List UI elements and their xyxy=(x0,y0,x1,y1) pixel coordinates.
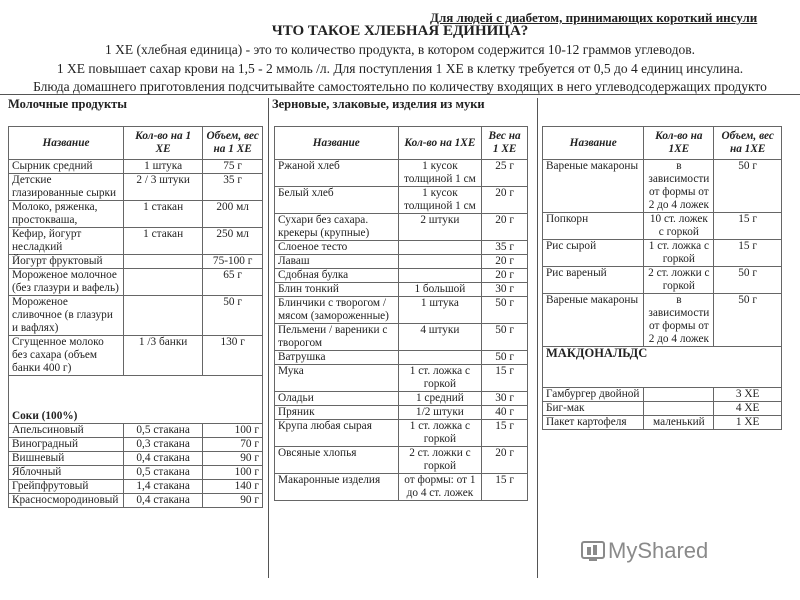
table-cell: Рис сырой xyxy=(543,240,644,267)
table-cell: 0,4 стакана xyxy=(123,452,202,466)
table-cell: Попкорн xyxy=(543,213,644,240)
table-cell: 15 г xyxy=(482,420,528,447)
column-header: Название xyxy=(9,127,124,160)
table-row xyxy=(9,269,263,296)
table-row xyxy=(543,402,782,416)
table-cell: 3 ХЕ xyxy=(714,388,782,402)
table-cell: Сгущенное молоко без сахара (объем банки 400 г) xyxy=(9,336,124,376)
table-row xyxy=(275,474,528,501)
column-divider xyxy=(268,98,269,578)
table-cell: 50 г xyxy=(203,296,263,336)
table-row xyxy=(275,324,528,351)
table-cell: Мороженое сливочное (в глазури и вафлях) xyxy=(9,296,124,336)
table-cell: 140 г xyxy=(203,480,263,494)
table-cell: Сырник средний xyxy=(9,160,124,174)
table-row xyxy=(9,438,263,452)
column-header: Кол-во на 1 ХЕ xyxy=(123,127,202,160)
myshared-logo-icon xyxy=(580,538,606,564)
table-row xyxy=(275,214,528,241)
table-row xyxy=(275,447,528,474)
table-cell: Детские глазированные сырки xyxy=(9,174,124,201)
table-cell: 200 мл xyxy=(203,201,263,228)
table-cell: 1 штука xyxy=(123,160,202,174)
table-cell: 35 г xyxy=(203,174,263,201)
table-cell: 10 ст. ложек с горкой xyxy=(644,213,714,240)
table-row xyxy=(9,466,263,480)
table-cell: 50 г xyxy=(714,294,782,347)
table-cell: 50 г xyxy=(714,267,782,294)
table-cell: Пряник xyxy=(275,406,399,420)
table-cell: Блинчики с творогом / мясом (замороженные) xyxy=(275,297,399,324)
table-cell: 20 г xyxy=(482,214,528,241)
table-cell: Мука xyxy=(275,365,399,392)
top-note: Для людей с диабетом, принимающих короткий инсули xyxy=(430,10,758,25)
table-cell: 0,4 стакана xyxy=(123,494,202,508)
table-cell: Белый хлеб xyxy=(275,187,399,214)
table-row xyxy=(9,255,263,269)
header-divider xyxy=(0,94,800,95)
table-cell: 2 ст. ложки с горкой xyxy=(398,447,482,474)
table-cell: 1 штука xyxy=(398,297,482,324)
table-cell: 100 г xyxy=(203,466,263,480)
table-cell: 2 ст. ложки с горкой xyxy=(644,267,714,294)
table-cell: в зависимости от формы от 2 до 4 ложек xyxy=(644,160,714,213)
table-row xyxy=(9,452,263,466)
table-row xyxy=(9,336,263,376)
table-cell: 1 стакан xyxy=(123,201,202,228)
table-cell: Красносмородиновый xyxy=(9,494,124,508)
table-cell xyxy=(398,351,482,365)
table-row xyxy=(9,160,263,174)
grains-section-title: Зерновые, злаковые, изделия из муки xyxy=(272,97,485,111)
table-cell: 1 ст. ложка с горкой xyxy=(398,365,482,392)
table-row xyxy=(275,187,528,214)
table-cell: 65 г xyxy=(203,269,263,296)
table-cell: 20 г xyxy=(482,269,528,283)
table-cell: 1 ст. ложка с горкой xyxy=(398,420,482,447)
table-row xyxy=(543,416,782,430)
table-row xyxy=(275,160,528,187)
table-cell: Виноградный xyxy=(9,438,124,452)
table-cell: 75-100 г xyxy=(203,255,263,269)
table-cell: в зависимости от формы от 2 до 4 ложек xyxy=(644,294,714,347)
table-cell: Яблочный xyxy=(9,466,124,480)
section-subheading: Соки (100%) xyxy=(9,376,263,424)
table-cell: 1 кусок толщиной 1 см xyxy=(398,187,482,214)
table-row xyxy=(9,424,263,438)
table-cell: 50 г xyxy=(482,351,528,365)
table-cell: Оладьи xyxy=(275,392,399,406)
column-header: Название xyxy=(543,127,644,160)
table-row xyxy=(275,283,528,297)
table-cell: Вареные макароны xyxy=(543,160,644,213)
table-cell: Макаронные изделия xyxy=(275,474,399,501)
table-row xyxy=(9,494,263,508)
table-cell: 2 / 3 штуки xyxy=(123,174,202,201)
table-cell: Блин тонкий xyxy=(275,283,399,297)
table-row xyxy=(275,351,528,365)
table-row xyxy=(9,296,263,336)
table-cell: Рис вареный xyxy=(543,267,644,294)
pasta-table xyxy=(542,126,782,430)
column-divider xyxy=(537,98,538,578)
table-cell: Овсяные хлопья xyxy=(275,447,399,474)
column-header: Кол-во на 1ХЕ xyxy=(398,127,482,160)
table-cell: 130 г xyxy=(203,336,263,376)
table-cell xyxy=(123,296,202,336)
table-row xyxy=(9,174,263,201)
table-cell: 20 г xyxy=(482,447,528,474)
table-cell: 15 г xyxy=(482,365,528,392)
table-cell: 100 г xyxy=(203,424,263,438)
table-cell: Молоко, ряженка, простокваша, xyxy=(9,201,124,228)
table-row xyxy=(275,269,528,283)
table-cell: от формы: от 1 до 4 ст. ложек xyxy=(398,474,482,501)
table-cell xyxy=(123,255,202,269)
table-row xyxy=(543,294,782,347)
table-cell xyxy=(398,241,482,255)
table-cell: 30 г xyxy=(482,283,528,297)
grains-table xyxy=(274,126,528,501)
table-cell: Кефир, йогурт несладкий xyxy=(9,228,124,255)
table-row xyxy=(543,388,782,402)
table-cell: 20 г xyxy=(482,255,528,269)
table-cell: 1 ст. ложка с горкой xyxy=(644,240,714,267)
table-cell: 1 /3 банки xyxy=(123,336,202,376)
table-cell: 1 ХЕ xyxy=(714,416,782,430)
dairy-section-title: Молочные продукты xyxy=(8,97,128,111)
table-cell: 70 г xyxy=(203,438,263,452)
table-cell: Слоеное тесто xyxy=(275,241,399,255)
table-cell xyxy=(398,255,482,269)
table-cell: 250 мл xyxy=(203,228,263,255)
table-cell: 35 г xyxy=(482,241,528,255)
table-cell: 1 большой xyxy=(398,283,482,297)
table-row xyxy=(275,241,528,255)
table-cell: 0,3 стакана xyxy=(123,438,202,452)
table-row xyxy=(275,365,528,392)
table-row xyxy=(543,267,782,294)
table-cell: 90 г xyxy=(203,494,263,508)
table-cell: 0,5 стакана xyxy=(123,424,202,438)
table-cell: 30 г xyxy=(482,392,528,406)
table-cell: Мороженое молочное (без глазури и вафель) xyxy=(9,269,124,296)
section-subheading: МАКДОНАЛЬДС xyxy=(543,347,782,388)
table-cell: Апельсиновый xyxy=(9,424,124,438)
insulin-line: 1 ХЕ повышает сахар крови на 1,5 - 2 ммоль /л. Для поступления 1 ХЕ в клетку требуется от 0,5 до 4 единиц инсулина. xyxy=(56,61,744,76)
table-row xyxy=(543,213,782,240)
column-header: Вес на 1 ХЕ xyxy=(482,127,528,160)
table-row xyxy=(543,347,782,388)
table-cell xyxy=(398,269,482,283)
table-cell: маленький xyxy=(644,416,714,430)
column-header: Объем, вес на 1ХЕ xyxy=(714,127,782,160)
table-row xyxy=(9,228,263,255)
table-cell: Грейпфрутовый xyxy=(9,480,124,494)
table-row xyxy=(275,420,528,447)
table-cell: Вишневый xyxy=(9,452,124,466)
table-cell: Крупа любая сырая xyxy=(275,420,399,447)
table-cell xyxy=(644,402,714,416)
table-row xyxy=(275,392,528,406)
table-cell: Лаваш xyxy=(275,255,399,269)
table-cell: Ватрушка xyxy=(275,351,399,365)
table-cell: 20 г xyxy=(482,187,528,214)
table-cell: Вареные макароны xyxy=(543,294,644,347)
table-cell: 50 г xyxy=(714,160,782,213)
table-cell: Сдобная булка xyxy=(275,269,399,283)
column-header: Кол-во на 1ХЕ xyxy=(644,127,714,160)
table-row xyxy=(9,201,263,228)
table-cell: 40 г xyxy=(482,406,528,420)
definition-line: 1 ХЕ (хлебная единица) - это то количество продукта, в котором содержится 10-12 граммов углеводов. xyxy=(105,42,695,57)
table-cell: 4 ХЕ xyxy=(714,402,782,416)
table-cell: 4 штуки xyxy=(398,324,482,351)
table-row xyxy=(275,406,528,420)
table-cell: 1 стакан xyxy=(123,228,202,255)
table-cell: 2 штуки xyxy=(398,214,482,241)
table-cell: Сухари без сахара. крекеры (крупные) xyxy=(275,214,399,241)
table-cell xyxy=(123,269,202,296)
dairy-table xyxy=(8,126,263,508)
table-cell: 15 г xyxy=(482,474,528,501)
table-cell: 90 г xyxy=(203,452,263,466)
table-row xyxy=(9,376,263,424)
table-cell: 15 г xyxy=(714,213,782,240)
table-cell: Пельмени / вареники с творогом xyxy=(275,324,399,351)
table-cell: Йогурт фруктовый xyxy=(9,255,124,269)
table-cell: 0,5 стакана xyxy=(123,466,202,480)
table-cell: 25 г xyxy=(482,160,528,187)
table-cell: Гамбургер двойной xyxy=(543,388,644,402)
table-cell: 1 средний xyxy=(398,392,482,406)
page-title: ЧТО ТАКОЕ ХЛЕБНАЯ ЕДИНИЦА? xyxy=(271,23,529,39)
table-row xyxy=(543,240,782,267)
table-row xyxy=(275,255,528,269)
table-cell: 50 г xyxy=(482,324,528,351)
table-row xyxy=(275,297,528,324)
table-cell: 1,4 стакана xyxy=(123,480,202,494)
watermark: MyShared xyxy=(608,538,709,563)
column-header: Объем, вес на 1 ХЕ xyxy=(203,127,263,160)
homemade-line: Блюда домашнего приготовления подсчитывайте самостоятельно по количеству входящих в него углеводсодержащих продукто xyxy=(33,79,767,94)
table-cell: 50 г xyxy=(482,297,528,324)
table-cell xyxy=(644,388,714,402)
table-cell: Пакет картофеля xyxy=(543,416,644,430)
table-row xyxy=(9,480,263,494)
table-cell: Ржаной хлеб xyxy=(275,160,399,187)
table-cell: 75 г xyxy=(203,160,263,174)
table-row xyxy=(543,160,782,213)
column-header: Название xyxy=(275,127,399,160)
table-cell: 1/2 штуки xyxy=(398,406,482,420)
table-cell: Биг-мак xyxy=(543,402,644,416)
table-cell: 1 кусок толщиной 1 см xyxy=(398,160,482,187)
table-cell: 15 г xyxy=(714,240,782,267)
